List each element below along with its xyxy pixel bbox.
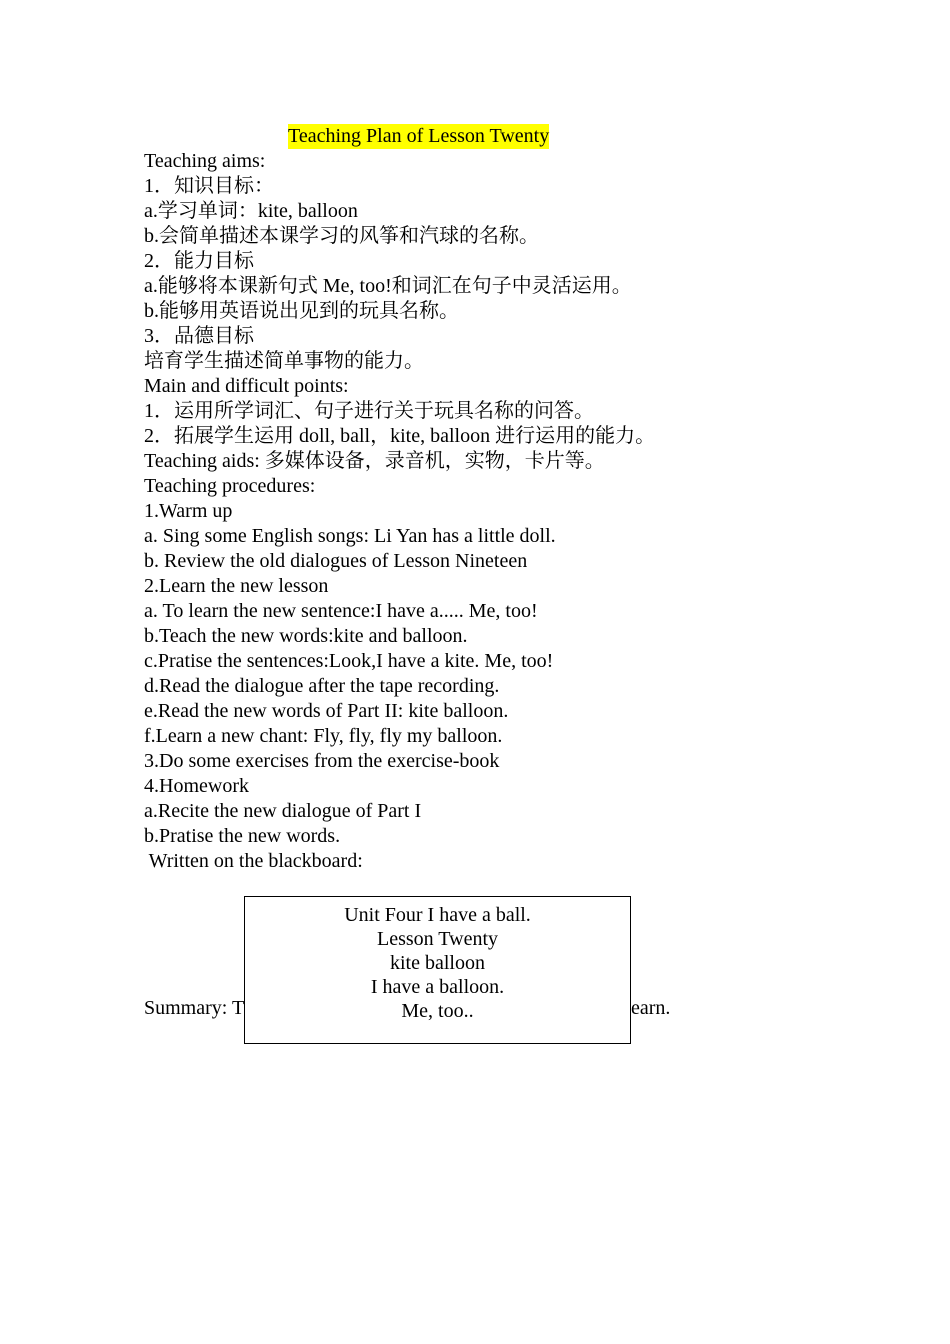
text-line: a. To learn the new sentence:I have a..... Me, too! [144,600,538,622]
blackboard-line: Unit Four I have a ball. [344,904,531,926]
text-line: 2．拓展学生运用 doll, ball，kite, balloon 进行运用的能力。 [144,425,656,447]
lesson-plan-body [144,149,844,874]
blackboard-line: Me, too.. [401,1000,474,1022]
text-line: Teaching aims: [144,150,266,172]
summary-start: Summary: T [144,997,245,1019]
text-line: 培育学生描述简单事物的能力。 [144,350,424,372]
text-line: Written on the blackboard: [144,850,363,872]
text-line: f.Learn a new chant: Fly, fly, fly my balloon. [144,725,503,747]
blackboard-line: Lesson Twenty [377,928,498,950]
text-line: a.能够将本课新句式 Me, too!和词汇在句子中灵活运用。 [144,275,632,297]
summary-end: earn. [631,997,671,1019]
text-line: c.Pratise the sentences:Look,I have a kite. Me, too! [144,650,554,672]
text-line: d.Read the dialogue after the tape recording. [144,675,500,697]
text-line: b.Teach the new words:kite and balloon. [144,625,468,647]
text-line: b.会简单描述本课学习的风筝和汽球的名称。 [144,225,539,247]
text-line: a.Recite the new dialogue of Part I [144,800,422,822]
blackboard-line: kite balloon [390,952,485,974]
text-line: 1．运用所学词汇、句子进行关于玩具名称的问答。 [144,400,594,422]
text-line: b. Review the old dialogues of Lesson Nineteen [144,550,528,572]
text-line: 1.Warm up [144,500,233,522]
text-line: Main and difficult points: [144,375,349,397]
text-line: 2．能力目标 [144,250,254,272]
text-line: 4.Homework [144,775,249,797]
text-line: 2.Learn the new lesson [144,575,329,597]
text-line: b.Pratise the new words. [144,825,341,847]
text-line: b.能够用英语说出见到的玩具名称。 [144,300,459,322]
text-line: e.Read the new words of Part II: kite balloon. [144,700,509,722]
text-line: a. Sing some English songs: Li Yan has a little doll. [144,525,556,547]
document-title: Teaching Plan of Lesson Twenty [288,125,550,147]
text-line: 1．知识目标： [144,175,274,197]
blackboard-box [244,896,631,1044]
text-line: 3.Do some exercises from the exercise-book [144,750,500,772]
text-line: a.学习单词：kite, balloon [144,200,358,222]
text-line: Teaching procedures: [144,475,316,497]
blackboard-line: I have a balloon. [370,976,505,998]
text-line: Teaching aids: 多媒体设备，录音机，实物，卡片等。 [144,450,605,472]
text-line: 3．品德目标 [144,325,254,347]
